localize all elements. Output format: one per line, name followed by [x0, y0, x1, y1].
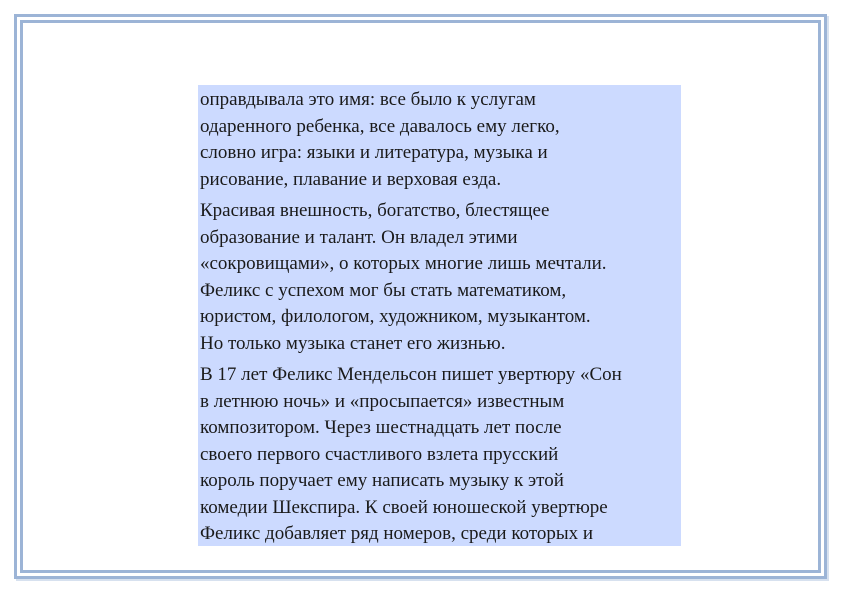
text-line: в летнюю ночь» и «просыпается» известным [200, 390, 565, 412]
text-line: В 17 лет Феликс Мендельсон пишет увертюру «Сон [200, 364, 622, 385]
text-block [198, 85, 681, 546]
paragraph-1 [200, 87, 681, 193]
text-line: своего первого счастливого взлета прусский [200, 443, 559, 465]
text-line: композитором. Через шестнадцать лет после [200, 417, 562, 438]
text-line: юристом, филологом, художником, музыкантом. [200, 306, 591, 327]
paragraph-2 [200, 198, 681, 357]
text-line: рисование, плавание и верховая езда. [200, 168, 502, 190]
text-line: король поручает ему написать музыку к этой [200, 470, 564, 491]
text-line: Феликс добавляет ряд номеров, среди которых и [200, 523, 594, 544]
text-line: образование и талант. Он владел этими [200, 226, 518, 248]
text-line: оправдывала это имя: все было к услугам [200, 89, 536, 110]
text-line: комедии Шекспира. К своей юношеской увертюре [200, 496, 608, 518]
text-line: «сокровищами», о которых многие лишь мечтали. [200, 253, 607, 274]
text-line: Феликс с успехом мог бы стать математиком, [200, 279, 567, 301]
text-line: Но только музыка станет его жизнью. [200, 332, 506, 354]
text-line: одаренного ребенка, все давалось ему легко, [200, 115, 560, 137]
text-line: Красивая внешность, богатство, блестящее [200, 200, 550, 221]
paragraph-3 [200, 362, 681, 548]
text-line: словно игра: языки и литература, музыка и [200, 142, 548, 163]
